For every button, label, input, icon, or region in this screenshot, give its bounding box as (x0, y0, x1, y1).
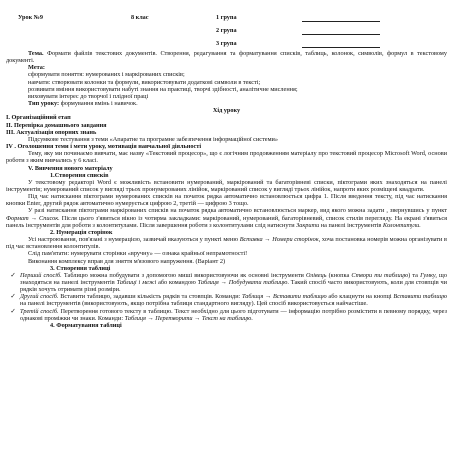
group-2-blank-line (302, 34, 380, 35)
checkmark-icon: ✓ (10, 307, 16, 315)
goal-item-4: виховувати інтерес до творчої і плідної праці (28, 92, 149, 100)
numbering-note: Слід пам'ятати: нумерувати сторінки «вручну» — ознака крайньої непрамотності! (28, 250, 248, 258)
checkmark-icon: ✓ (10, 293, 16, 301)
section-1-heading: І. Організаційний етап (6, 114, 71, 122)
lesson-number: Урок №9 (18, 14, 43, 21)
course-title: Хід уроку (212, 107, 241, 115)
section-4-text: Тему, яку ми починаємо вивчати, має назву «Текстовий процесор», що є логічним продовженням матеріалу про текстовий процесор Microsoft Word, основи роботи з яким вивчались у 6 класі. (6, 150, 447, 165)
goal-item-2: навчати: створювати колонки та формули, використовувати додаткові символи в тексті; (28, 78, 261, 86)
subsection-3-heading: 3. Створення таблиці (50, 264, 111, 272)
subsection-4-heading: 4. Форматування таблиці (50, 321, 122, 329)
section-5-heading: V. Вивчення нового матеріалу (28, 164, 113, 172)
document-body (6, 50, 447, 329)
group-1-label: 1 група (216, 14, 237, 21)
goal-item-3: розвивати вміння використовувати набуті знання на практиці, творчі здібності, аналітичне мислення; (28, 85, 298, 93)
section-3-heading: ІІІ. Актуалізація опорних знань (6, 128, 97, 136)
section-2-heading: ІІ. Перевірка домашнього завдання (6, 121, 107, 129)
table-method-3: ✓ Третій спосіб. Перетворення готового тексту в таблицю. Текст необхідно для цього підготувати — інформацію потрібно розмістити в певному порядку, через однакові проміжки чи знаки. Команди: Таблиця → Перетворити → Текст на таблицю. (6, 308, 447, 322)
goal-heading: Мета: (28, 64, 45, 72)
lesson-header (6, 4, 447, 50)
table-method-2: ✓ Другий спосіб. Вставити таблицю, задавши кількість рядків та стовпців. Команди: Таблиця → Вставити таблицю або клацнути на кнопці Вставити таблицю на панелі інструментів (використовують, якщо потрібна таблиця стандартного вигляду). Цей спосіб використовується найчастіше. (6, 293, 447, 307)
checkmark-icon: ✓ (10, 271, 16, 279)
section-4-heading: ІV . Оголошення теми і мети уроку, мотивація навчальної діяльності (6, 143, 202, 151)
section-3-text: Підсумкове тестування з теми «Апаратне та програмне забезпечення інформаційної системи» (28, 135, 278, 143)
topic-paragraph: Тема. Формати файлів текстових документів. Створення, редагування та форматування списків, таблиць, колонок, символів, формул в текстовому документі. (6, 50, 448, 65)
group-1-blank-line (302, 21, 380, 22)
group-2-label: 2 група (216, 27, 237, 34)
subsection-1-heading: 1.Створення списків (50, 171, 109, 179)
numbering-paragraph: Усі настроювання, пов'язані з нумерацією, зазвичай вказуються у пункті меню Вставка → Номери сторінок, хоча постановка номерів можна організувати в під час встановлення колонтитулів. (6, 236, 448, 251)
subsection-2-heading: 2. Нумерація сторінок (50, 228, 113, 236)
lesson-type: Тип уроку: формування вмінь і навичок. (28, 100, 138, 108)
lists-paragraph-2: Під час натискання піктограми нумерованих списків на початок рядка автоматично встановлюється цифра 1. Після введення тексту, під час натискання кнопки Enter, другий рядок автоматично нумерується цифрою 2, третій — цифрою 3 тощо. (6, 193, 447, 208)
document-page (6, 4, 447, 450)
group-3-label: 3 група (216, 40, 237, 47)
lists-paragraph-1: У текстовому редакторі Word є можливість встановити нумерований, маркірований та багаторівневі списки, піктограми яких знаходяться на панелі інструментів; нумерований список у вигляді трьох пронумерованих лінійок, маркірований список у вигляді трьох лінійок, напроти яких розміщені квадрати. (6, 178, 447, 193)
lists-paragraph-3: У разі натискання піктограми маркірованих списків на початок рядка автоматично встановлюється маркер, вид якого можна задати , звернувшись у пункт Формат → Список. Після цього з'явиться вікно із чотирма закладками: маркірований, нумерований, багаторівневий, список стилів перегляду. На екрані з'явиться панель інструментів для роботи з колонтитулами. Після завершення роботи з колонтитулами слід натиснути Закрити на панелі інструментів Колонтитули. (6, 207, 447, 229)
exercise-note: Виконання комплексу вправ для зняття м'язового напруження. (Варіант 2) (28, 257, 226, 265)
table-method-1: ✓ Перший спосіб. Таблицю можна побудувати з допомогою миші використовуючи як основні інструменти Олівець (кнопка Створи ти таблицю) та Гумку, що знаходяться на панелі інструментів Таблиці і межі або командою Таблиця → Побудувати таблицю. Такий спосіб часто використовують, коли для стовпців чи рядків хочуть отримати різні розміри. (6, 272, 447, 293)
group-3-blank-line (302, 47, 380, 48)
grade-label: 8 клас (131, 14, 149, 21)
goal-item-1: сформувати поняття: нумерованих і маркірованих списків; (28, 71, 185, 79)
